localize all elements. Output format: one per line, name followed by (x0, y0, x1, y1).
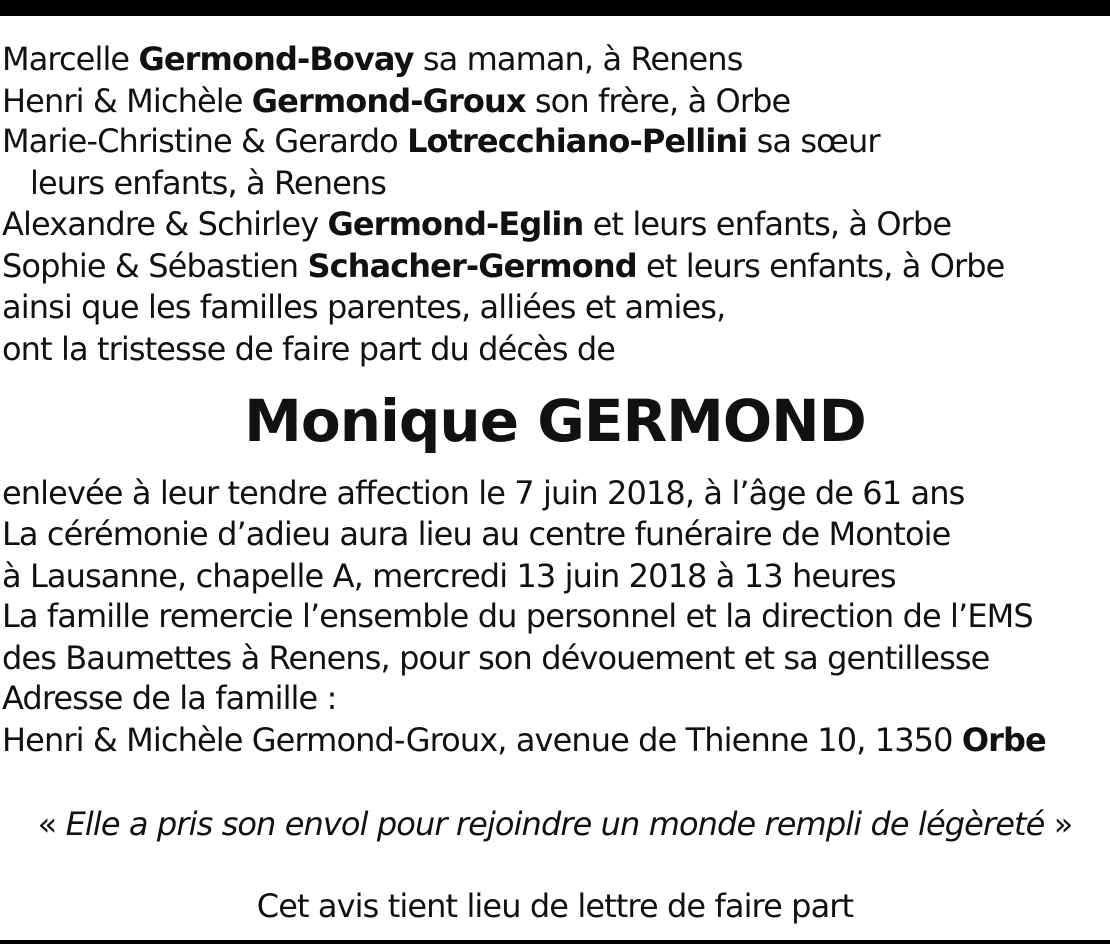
detail-line: Adresse de la famille : (2, 679, 337, 717)
family-line: Henri & Michèle Germond-Groux son frère, à Orbe (2, 82, 791, 120)
family-line: Marie-Christine & Gerardo Lotrecchiano-Pellini sa sœur (2, 122, 880, 160)
detail-line: à Lausanne, chapelle A, mercredi 13 juin 2018 à 13 heures (2, 557, 896, 595)
family-name: Germond-Bovay (138, 40, 414, 78)
detail-line: La famille remercie l’ensemble du personnel et la direction de l’EMS (2, 597, 1033, 635)
deceased-name: Monique GERMOND (244, 387, 866, 455)
family-name: Germond-Eglin (327, 205, 584, 243)
family-name: Lotrecchiano-Pellini (407, 122, 748, 160)
notice-footer: Cet avis tient lieu de lettre de faire part (256, 887, 854, 925)
family-address: Henri & Michèle Germond-Groux, avenue de Thienne 10, 1350 Orbe (2, 721, 1046, 759)
family-line: Sophie & Sébastien Schacher-Germond et leurs enfants, à Orbe (2, 247, 1005, 285)
top-border (0, 0, 1110, 16)
detail-line: enlevée à leur tendre affection le 7 juin 2018, à l’âge de 61 ans (2, 474, 965, 512)
intro-line: ont la tristesse de faire part du décès de (2, 330, 616, 368)
family-line: leurs enfants, à Renens (30, 164, 387, 202)
family-line: Alexandre & Schirley Germond-Eglin et leurs enfants, à Orbe (2, 205, 952, 243)
detail-line: des Baumettes à Renens, pour son dévouement et sa gentillesse (2, 639, 990, 677)
bottom-border (0, 940, 1110, 944)
intro-line: ainsi que les familles parentes, alliées et amies, (2, 288, 726, 326)
memorial-quote: « Elle a pris son envol pour rejoindre un monde rempli de légèreté » (37, 805, 1073, 843)
family-name: Schacher-Germond (307, 247, 637, 285)
family-name: Germond-Groux (251, 82, 526, 120)
address-city: Orbe (961, 721, 1046, 759)
family-line: Marcelle Germond-Bovay sa maman, à Renens (2, 40, 743, 78)
detail-line: La cérémonie d’adieu aura lieu au centre funéraire de Montoie (2, 515, 951, 553)
